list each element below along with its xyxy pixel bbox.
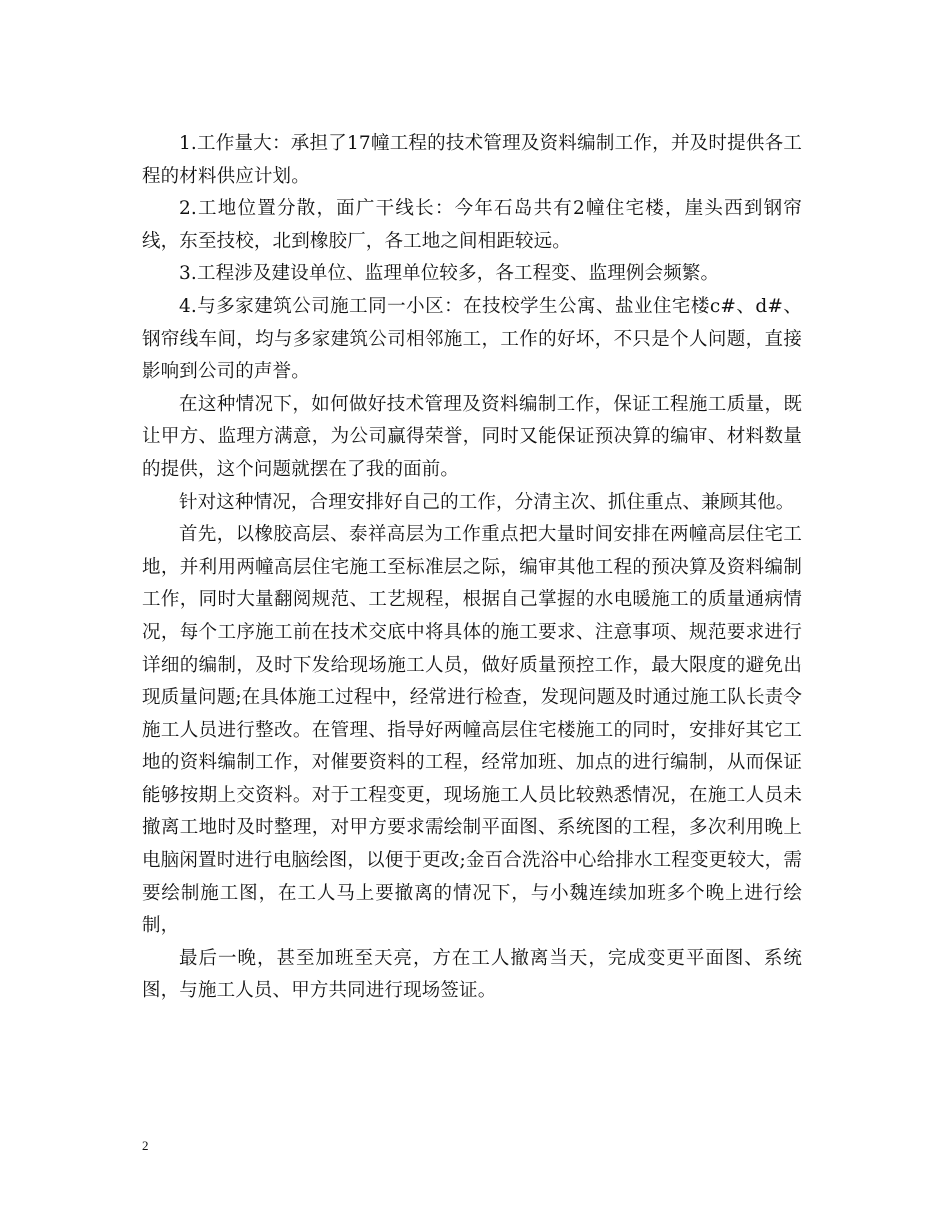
paragraph-final-night: 最后一晚，甚至加班至天亮，方在工人撤离当天，完成变更平面图、系统图，与施工人员、甲方共同进行现场签证。 bbox=[142, 947, 802, 1002]
paragraph-shared-community: 4.与多家建筑公司施工同一小区：在技校学生公寓、盐业住宅楼c#、d#、钢帘线车间，均与多家建筑公司相邻施工，工作的好坏，不只是个人问题，直接影响到公司的声誉。 bbox=[142, 295, 802, 383]
paragraph-site-dispersion: 2.工地位置分散，面广干线长：今年石岛共有2幢住宅楼，崖头西到钢帘线，东至技校，北到橡胶厂，各工地之间相距较远。 bbox=[142, 198, 802, 252]
paragraph-situation: 在这种情况下，如何做好技术管理及资料编制工作，保证工程施工质量，既让甲方、监理方满意，为公司赢得荣誉，同时又能保证预决算的编审、材料数量的提供，这个问题就摆在了我的面前。 bbox=[142, 393, 802, 480]
page-number: 2 bbox=[142, 1138, 149, 1153]
document-body bbox=[142, 128, 802, 1008]
paragraph-workload: 1.工作量大：承担了17幢工程的技术管理及资料编制工作，并及时提供各工程的材料供应计划。 bbox=[142, 133, 802, 187]
paragraph-approach: 针对这种情况，合理安排好自己的工作，分清主次、抓住重点、兼顾其他。 bbox=[179, 491, 795, 513]
paragraph-first-priority: 首先，以橡胶高层、泰祥高层为工作重点把大量时间安排在两幢高层住宅工地，并利用两幢高层住宅施工至标准层之际，编审其他工程的预决算及资料编制工作，同时大量翻阅规范、工艺规程，根据自己掌握的水电暖施工的质量通病情况，每个工序施工前在技术交底中将具体的施工要求、注意事项、规范要求进行详细的编制，及时下发给现场施工人员，做好质量预控工作，最大限度的避免出现质量问题;在具体施工过程中，经常进行检查，发现问题及时通过施工队长责令施工人员进行整改。在管理、指导好两幢高层住宅楼施工的同时，安排好其它工地的资料编制工作，对催要资料的工程，经常加班、加点的进行编制，从而保证能够按期上交资料。对于工程变更，现场施工人员比较熟悉情况，在施工人员未撤离工地时及时整理，对甲方要求需绘制平面图、系统图的工程，多次利用晚上电脑闲置时进行电脑绘图，以便于更改;金百合洗浴中心给排水工程变更较大，需要绘制施工图，在工人马上要撤离的情况下，与小魏连续加班多个晚上进行绘制， bbox=[142, 524, 802, 937]
paragraph-parties: 3.工程涉及建设单位、监理单位较多，各工程变、监理例会频繁。 bbox=[179, 263, 720, 285]
